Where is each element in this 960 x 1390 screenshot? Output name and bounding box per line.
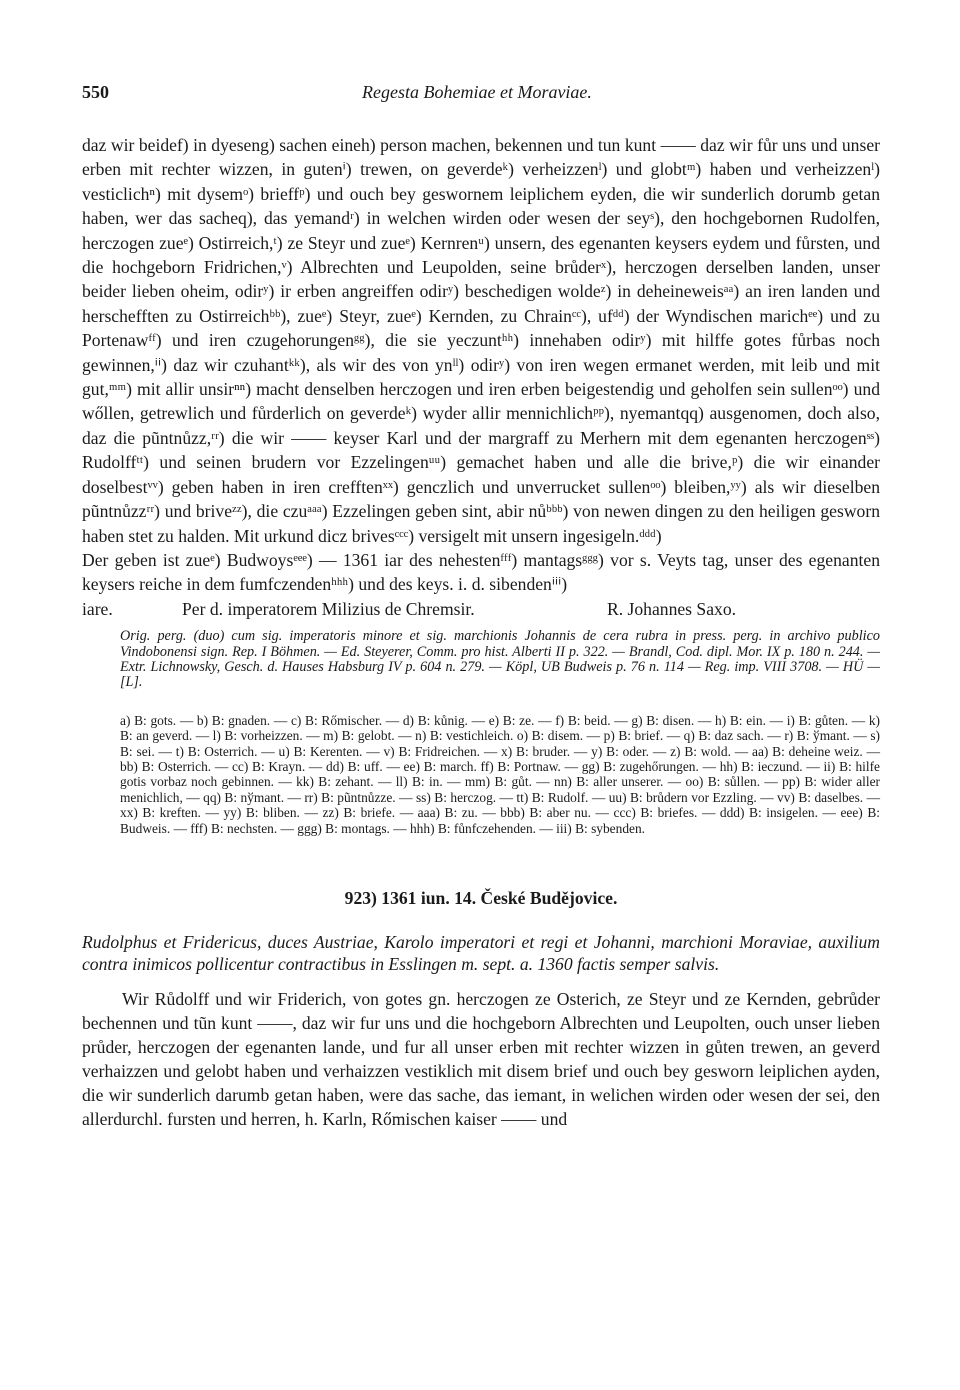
dating-end: iare. xyxy=(82,598,113,619)
chancery-notes xyxy=(82,597,880,621)
running-head: Regesta Bohemiae et Moraviae. xyxy=(362,82,592,102)
regest-summary: Rudolphus et Fridericus, duces Austriae, Karolo imperatori et regi et Johanni, marchioni Moraviae, auxilium contra inimicos pollicentur contractibus in Esslingen m. sept. a. 1360 factis semper salvis. xyxy=(82,932,880,974)
source-note: Orig. perg. (duo) cum sig. imperatoris minore et sig. marchionis Johannis de cera rubra in press. perg. in archivo publico Vindobonensi sign. Rep. I Böhmen. — Ed. Steyerer, Comm. pro hist. Alberti II p. 322. — Brandl, Cod. dipl. Mor. IX p. 180 n. 244. — Extr. Lichnowsky, Gesch. d. Hauses Habsburg IV p. 604 n. 279. — Köpl, UB Budweis p. 76 n. 114 — Reg. imp. VIII 3708. — HÜ — [L]. xyxy=(120,628,880,691)
document-text: Wir Růdolff und wir Friderich, von gotes gn. herczogen ze Osterich, ze Steyr und ze Kernden, gebrůder bechennen und tũn kunt ——, daz wir fur uns und die hochgeborn Albrechten und Leupolten, ouch unser lieben průder, herczogen der egenanten lande, und fur all unser erben mit rechter wizzen in gůten trewen, an geverd verhaizzen und gelobt haben und verhaizzen vestiklich mit disem brief und ouch bey gesworn leiplichen ayden, die wir sunderlich darumb getan haben, were das sache, das iemant, in welichen wirden oder wesen der sei, den allerdurchl. fursten und herren, h. Karln, Rőmischen kaiser —— und xyxy=(82,989,880,1129)
chancery-note-imperator: Per d. imperatorem Milizius de Chremsir. xyxy=(182,598,475,619)
page-header xyxy=(82,82,880,103)
document-heading: 923) 1361 iun. 14. České Budějovice. xyxy=(344,888,618,908)
document-body-text: daz wir beidef) in dyeseng) sachen eineh) person machen, bekennen und tun kunt —— daz wir fůr uns und unser erben mit rechter wizzen, in gutenⁱ) trewen, on geverdeᵏ) verheizzenˡ) und globtᵐ) haben und verheizzenˡ) vesticlichⁿ) mit dysemᵒ) brieffᵖ) und ouch bey geswornem leiplichem eyden, die wir sunderlich dorumb getan haben, wer das sacheq), das yemandʳ) in welchen wirden oder wesen der seyˢ), den hochgebornen Rudolfen, herczogen zueᵉ) Ostirreich,ᵗ) ze Steyr und zueᵉ) Kernrenᵘ) unsern, des egenanten keysers eydem und fůrsten, und die hochgeborn Fridrichen,ᵛ) Albrechten und Leupolden, seine brůderˣ), herczogen derselben landen, unser beider lieben oheim, odirʸ) ir erben angreiffen odirʸ) beschedigen woldeᶻ) in deheineweisᵃᵃ) an iren landen und herschefften zu Ostirreichᵇᵇ), zueᵉ) Steyr, zueᵉ) Kernden, zu Chrainᶜᶜ), ufᵈᵈ) der Wyndischen marichᵉᵉ) und zu Portenawᶠᶠ) und iren czugehorungenᵍᵍ), die sie yeczuntʰʰ) innehaben odirʸ) mit hilffe gotes fůrbas noch gewinnen,ⁱⁱ) daz wir czuhantᵏᵏ), als wir des von ynˡˡ) odirʸ) von iren wegen ermanet werden, mit leib und mit gut,ᵐᵐ) mit allir unsirⁿⁿ) macht denselben herczogen und iren erben beigestendig und geholfen sein sullenᵒᵒ) und wőllen, getrewlich und fůrderlich on geverdeᵏ) wyder allir mennichlichᵖᵖ), nyemantqq) ausgenomen, doch also, daz die pũntnůzz,ʳʳ) die wir —— keyser Karl und der margraff zu Merhern mit dem egenanten herczogenˢˢ) Rudolffᵗᵗ) und seinen brudern vor Ezzelingenᵘᵘ) gemachet haben und alle die brive,ᵖ) die wir einander doselbestᵛᵛ) geben haben in iren crefftenˣˣ) genczlich und unverrucket sullenᵒᵒ) bleiben,ʸʸ) als wir dieselben pũntnůzzʳʳ) und briveᶻᶻ), die czuᵃᵃᵃ) Ezzelingen geben sint, abir nůᵇᵇᵇ) von newen dingen zu den heiligen gesworn haben stet zu halden. Mit urkund dicz brivesᶜᶜᶜ) versigelt mit unsern ingesigeln.ᵈᵈᵈ) xyxy=(82,135,880,546)
page-number: 550 xyxy=(82,82,109,102)
chancery-note-registrar: R. Johannes Saxo. xyxy=(607,598,737,619)
footnotes: a) B: gots. — b) B: gnaden. — c) B: Rőmischer. — d) B: kůnig. — e) B: ze. — f) B: beid. — g) B: disen. — h) B: ein. — i) B: gůten. — k) B: an geverd. — l) B: vorheizzen. — m) B: gelobt. — n) B: vestichleich. o) B: disem. — p) B: brief. — q) B: daz sach. — r) B: ўmant. — s) B: sei. — t) B: Osterrich. — u) B: Kerenten. — v) B: Fridreichen. — x) B: bruder. — y) B: oder. — z) B: wold. — aa) B: deheine weiz. — bb) B: Osterrich. — cc) B: Krayn. — dd) B: uff. — ee) B: march. ff) B: Portnaw. — gg) B: zugehőrungen. — hh) B: ieczund. — ii) B: hilfe gotis vorbaz noch gebinnen. — kk) B: zehant. — ll) B: in. — mm) B: gůt. — nn) B: aller unserer. — oo) B: sůllen. — pp) B: wider aller menichlich, — qq) B: nўmant. — rr) B: pũntnůzze. — ss) B: herczog. — tt) B: Rudolf. — uu) B: brůdern vor Ezzling. — vv) B: daselbes. — xx) B: kreften. — yy) B: bliben. — zz) B: briefe. — aaa) B: zu. — bbb) B: aber nu. — ccc) B: briefes. — ddd) B: insigelen. — eee) B: Budweis. — fff) B: nechsten. — ggg) B: montags. — hhh) B: fůnfczehenden. — iii) B: sybenden. xyxy=(120,712,880,836)
dating-clause: Der geben ist zueᵉ) Budwoysᵉᵉᵉ) — 1361 iar des nehestenᶠᶠᶠ) mantagsᵍᵍᵍ) vor s. Veyts tag, unser des egenanten keysers reiche in dem fumfczendenʰʰʰ) und des keys. i. d. sibendenⁱⁱⁱ) xyxy=(82,549,880,595)
